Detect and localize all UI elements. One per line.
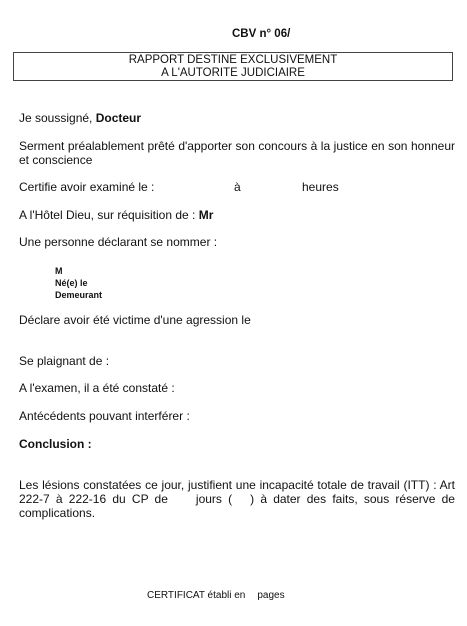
report-title-line2: A L'AUTORITE JUDICIAIRE [161, 67, 305, 79]
soussigne-line [19, 111, 141, 125]
certificate-reference: CBV n° 06/ [232, 28, 291, 40]
patient-name-label: M [55, 266, 63, 276]
requisition-line [19, 208, 213, 222]
itt-text-end: ) à dater des faits, sous réserve de complications. [19, 492, 455, 520]
itt-text-start: Les lésions constatées ce jour, justifient une incapacité totale de travail (ITT) : Art 222-7 à 222-16 du CP de [19, 478, 455, 506]
plaignant-label: Se plaignant de : [19, 354, 110, 368]
itt-paragraph [19, 478, 455, 520]
patient-birth-label: Né(e) le [55, 278, 88, 288]
conclusion-heading: Conclusion : [19, 437, 92, 451]
footer-label: CERTIFICAT établi en [147, 590, 246, 601]
requisition-label: A l'Hôtel Dieu, sur réquisition de : [19, 208, 199, 222]
certificate-footer [147, 589, 285, 603]
footer-pages-label: pages [257, 590, 285, 601]
itt-days-label: jours ( [195, 492, 233, 506]
patient-details [55, 265, 102, 301]
certifie-label: Certifie avoir examiné le : [19, 180, 155, 194]
antecedents-label: Antécédents pouvant interférer : [19, 409, 190, 423]
requisition-mr: Mr [198, 208, 214, 222]
patient-address-label: Demeurant [55, 290, 103, 300]
doctor-label: Docteur [95, 111, 142, 125]
report-title-box [13, 52, 453, 81]
personne-label: Une personne déclarant se nommer : [19, 235, 218, 249]
serment-paragraph: Serment préalablement prêté d'apporter son concours à la justice en son honneur et conscience [19, 139, 455, 167]
victime-label: Déclare avoir été victime d'une agression le [19, 313, 251, 327]
examen-label: A l'examen, il a été constaté : [19, 381, 175, 395]
certifie-a-label: à [234, 180, 241, 194]
report-title-line1: RAPPORT DESTINE EXCLUSIVEMENT [128, 54, 338, 66]
soussigne-label: Je soussigné, [19, 111, 96, 125]
certifie-heures-label: heures [302, 180, 339, 194]
